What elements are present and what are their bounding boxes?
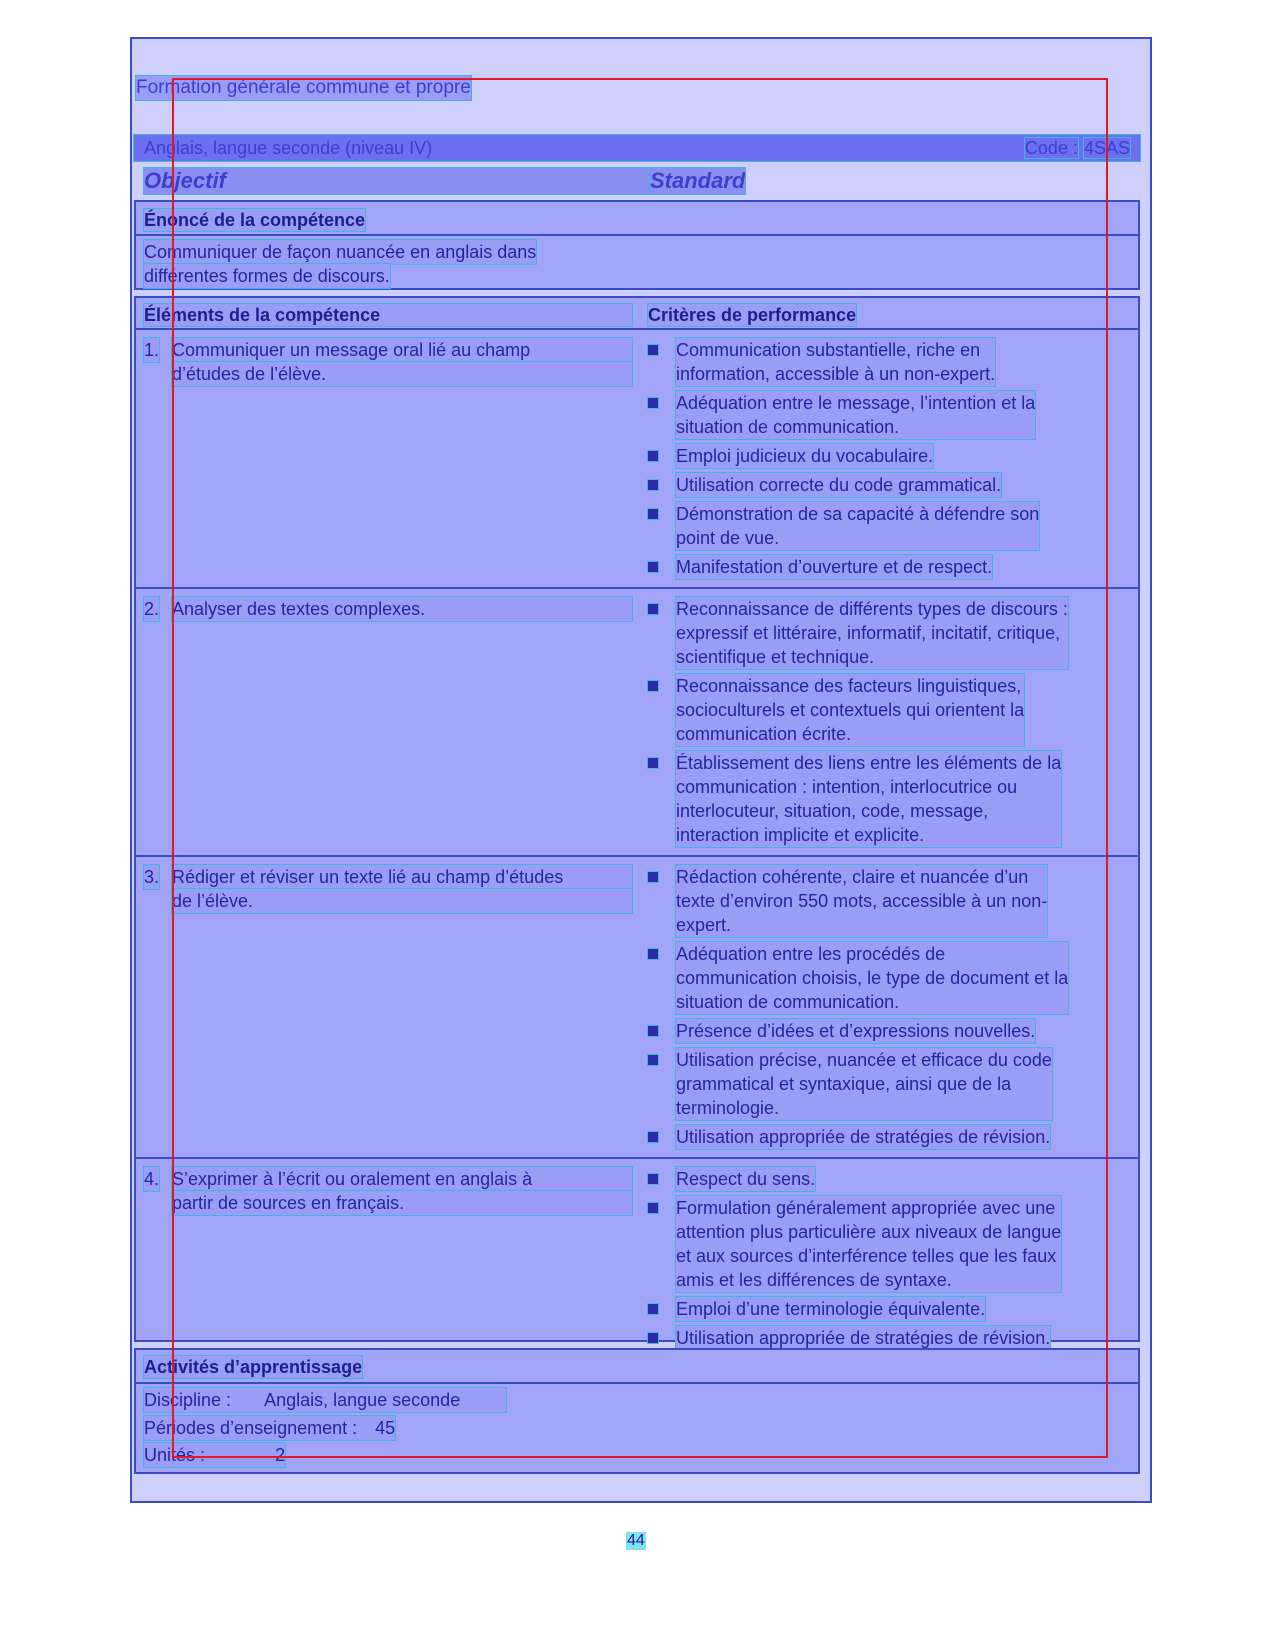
element-text-line: S’exprimer à l’écrit ou oralement en anglais à <box>172 1167 632 1191</box>
criterion-text: Adéquation entre le message, l’intention et la situation de communication. <box>676 393 1036 437</box>
row-divider <box>136 587 1138 589</box>
activities-box <box>134 1348 1140 1474</box>
criterion-item <box>648 942 1128 1014</box>
bullet-icon <box>648 1304 658 1314</box>
bullet-icon <box>648 949 658 959</box>
criterion-text: Présence d’idées et d’expressions nouvelles. <box>676 1021 1036 1041</box>
discipline-line <box>144 1388 506 1412</box>
discipline-label: Discipline : <box>144 1390 232 1410</box>
bullet-icon <box>648 1203 658 1213</box>
criterion-item <box>648 502 1128 550</box>
criterion-text: Démonstration de sa capacité à défendre son point de vue. <box>676 504 1040 548</box>
bullet-icon <box>648 480 658 490</box>
bullet-icon <box>648 872 658 882</box>
bullet-icon <box>648 451 658 461</box>
element-number: 4. <box>144 1169 160 1189</box>
criterion-item <box>648 674 1128 746</box>
criterion-text: Manifestation d’ouverture et de respect. <box>676 557 993 577</box>
criterion-text: Communication substantielle, riche en information, accessible à un non-expert. <box>676 340 996 384</box>
bullet-icon <box>648 1174 658 1184</box>
criterion-item <box>648 1326 1128 1350</box>
criterion-text: Emploi d’une terminologie équivalente. <box>676 1299 986 1319</box>
course-code-group <box>1019 135 1130 161</box>
competence-text-line2: différentes formes de discours. <box>144 266 390 286</box>
periods-line <box>144 1416 395 1440</box>
periods-label: Périodes d’enseignement : <box>144 1418 358 1438</box>
element-number: 2. <box>144 599 160 619</box>
criterion-item <box>648 1048 1128 1120</box>
criterion-text: Utilisation appropriée de stratégies de révision. <box>676 1127 1051 1147</box>
criterion-item <box>648 751 1128 847</box>
units-value: 2 <box>275 1445 286 1465</box>
criterion-item <box>648 338 1128 386</box>
criterion-text: Reconnaissance de différents types de discours : expressif et littéraire, informatif, incitatif, critique, scientifique et technique. <box>676 599 1068 667</box>
bullet-icon <box>648 562 658 572</box>
criterion-text: Utilisation appropriée de stratégies de révision. <box>676 1328 1051 1348</box>
course-code: 4SAS <box>1083 138 1130 158</box>
element-text-line: de l’élève. <box>172 889 632 913</box>
bullet-icon <box>648 758 658 768</box>
criterion-item <box>648 473 1128 497</box>
periods-value: 45 <box>375 1418 396 1438</box>
course-name: Anglais, langue seconde (niveau IV) <box>144 138 433 158</box>
bullet-icon <box>648 509 658 519</box>
competence-heading: Énoncé de la compétence <box>144 210 366 230</box>
row-divider <box>136 855 1138 857</box>
criterion-text: Emploi judicieux du vocabulaire. <box>676 446 934 466</box>
col-header-elements: Éléments de la compétence <box>144 304 632 326</box>
bullet-icon <box>648 1026 658 1036</box>
criterion-text: Utilisation précise, nuancée et efficace du code grammatical et syntaxique, ainsi que de la terminologie. <box>676 1050 1052 1118</box>
element-text-line: partir de sources en français. <box>172 1191 632 1215</box>
criterion-text: Utilisation correcte du code grammatical. <box>676 475 1002 495</box>
criterion-item <box>648 1297 1128 1321</box>
element-text-line: Communiquer un message oral lié au champ <box>172 338 632 362</box>
element-text-line: d’études de l’élève. <box>172 362 632 386</box>
criterion-item <box>648 1167 1128 1191</box>
criterion-text: Formulation généralement appropriée avec une attention plus particulière aux niveaux de langue et aux sources d’interférence telles que les faux amis et les différences de syntaxe. <box>676 1198 1062 1290</box>
course-bar <box>133 134 1141 162</box>
criterion-item <box>648 1125 1128 1149</box>
criterion-text: Établissement des liens entre les éléments de la communication : intention, interlocutrice ou interlocuteur, situation, code, message, interaction implicite et explicite. <box>676 753 1062 845</box>
element-number: 3. <box>144 867 160 887</box>
bullet-icon <box>648 1132 658 1142</box>
element-number: 1. <box>144 340 160 360</box>
element-text-line: Analyser des textes complexes. <box>172 597 632 621</box>
bullet-icon <box>648 345 658 355</box>
criterion-text: Adéquation entre les procédés de communication choisis, le type de document et la situation de communication. <box>676 944 1069 1012</box>
criterion-text: Respect du sens. <box>676 1169 816 1189</box>
objective-label: Objectif <box>144 168 652 194</box>
bullet-icon <box>648 398 658 408</box>
criterion-text: Rédaction cohérente, claire et nuancée d’un texte d’environ 550 mots, accessible à un non- expert. <box>676 867 1048 935</box>
row-divider <box>136 1157 1138 1159</box>
criterion-item <box>648 1019 1128 1043</box>
units-line <box>144 1443 285 1467</box>
bullet-icon <box>648 681 658 691</box>
competence-box <box>134 200 1140 290</box>
bullet-icon <box>648 1055 658 1065</box>
activities-heading: Activités d’apprentissage <box>144 1357 363 1377</box>
criterion-item <box>648 391 1128 439</box>
course-code-label: Code : <box>1024 138 1078 158</box>
bullet-icon <box>648 604 658 614</box>
criterion-item <box>648 444 1128 468</box>
page-number: 44 <box>627 1532 645 1549</box>
criteria-table <box>134 296 1140 1348</box>
criterion-item <box>648 555 1128 579</box>
bullet-icon <box>648 1333 658 1343</box>
criterion-item <box>648 865 1128 937</box>
section-title: Formation générale commune et propre <box>136 77 471 98</box>
competence-text-line1: Communiquer de façon nuancée en anglais dans <box>144 242 537 262</box>
col-header-criteria: Critères de performance <box>648 305 857 325</box>
element-text-line: Rédiger et réviser un texte lié au champ d’études <box>172 865 632 889</box>
standard-label: Standard <box>650 168 746 193</box>
criterion-text: Reconnaissance des facteurs linguistiques, socioculturels et contextuels qui orientent la communication écrite. <box>676 676 1025 744</box>
criterion-item <box>648 597 1128 669</box>
discipline-value: Anglais, langue seconde <box>264 1390 461 1410</box>
criterion-item <box>648 1196 1128 1292</box>
units-label: Unités : <box>144 1445 206 1465</box>
